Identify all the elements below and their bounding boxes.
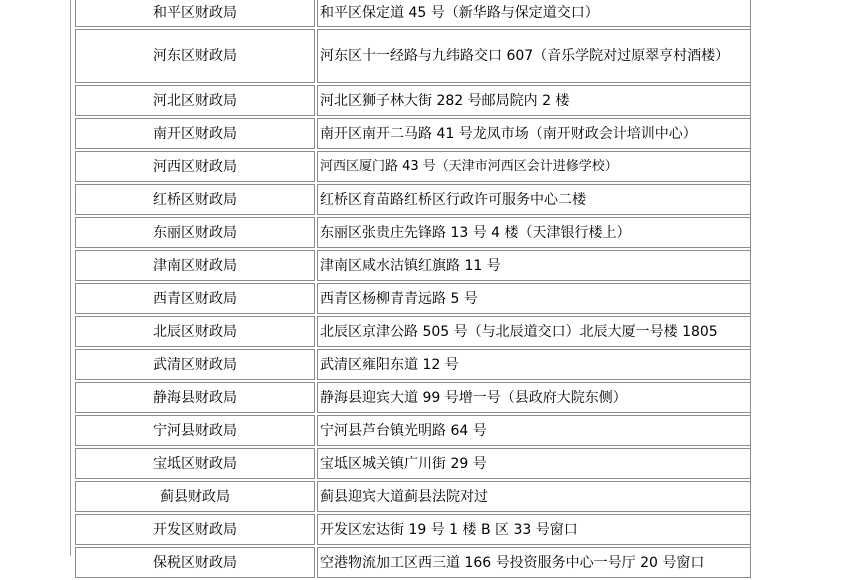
bureau-address-cell: 红桥区育苗路红桥区行政许可服务中心二楼: [317, 184, 751, 215]
bureau-address-cell: 空港物流加工区西三道 166 号投资服务中心一号厅 20 号窗口: [317, 547, 751, 578]
bureau-address-cell: 南开区南开二马路 41 号龙凤市场（南开财政会计培训中心）: [317, 118, 751, 149]
bureau-name-cell: 西青区财政局: [75, 283, 315, 314]
bureau-name-cell: 宝坻区财政局: [75, 448, 315, 479]
bureau-address-cell: 开发区宏达街 19 号 1 楼 B 区 33 号窗口: [317, 514, 751, 545]
bureau-name-cell: 武清区财政局: [75, 349, 315, 380]
bureau-address-cell: 河西区厦门路 43 号（天津市河西区会计进修学校）: [317, 151, 751, 182]
bureau-address-cell: 北辰区京津公路 505 号（与北辰道交口）北辰大厦一号楼 1805: [317, 316, 751, 347]
bureau-address-cell: 河北区狮子林大街 282 号邮局院内 2 楼: [317, 85, 751, 116]
table-row: [75, 349, 751, 380]
finance-bureau-address-table: [73, 0, 753, 580]
bureau-name-cell: 东丽区财政局: [75, 217, 315, 248]
bureau-address-cell: 和平区保定道 45 号（新华路与保定道交口）: [317, 0, 751, 27]
bureau-address-cell: 蓟县迎宾大道蓟县法院对过: [317, 481, 751, 512]
table-row: [75, 448, 751, 479]
bureau-name-cell: 蓟县财政局: [75, 481, 315, 512]
table-row: [75, 0, 751, 27]
bureau-name-cell: 河西区财政局: [75, 151, 315, 182]
bureau-name-cell: 宁河县财政局: [75, 415, 315, 446]
bureau-name-cell: 河东区财政局: [75, 29, 315, 83]
bureau-name-cell: 北辰区财政局: [75, 316, 315, 347]
bureau-name-cell: 和平区财政局: [75, 0, 315, 27]
bureau-name-cell: 南开区财政局: [75, 118, 315, 149]
bureau-address-cell: 津南区咸水沽镇红旗路 11 号: [317, 250, 751, 281]
bureau-address-cell: 武清区雍阳东道 12 号: [317, 349, 751, 380]
bureau-name-cell: 红桥区财政局: [75, 184, 315, 215]
table-row: [75, 382, 751, 413]
table-row: [75, 514, 751, 545]
table-row: [75, 316, 751, 347]
table-row: [75, 481, 751, 512]
bureau-name-cell: 开发区财政局: [75, 514, 315, 545]
bureau-address-cell: 河东区十一经路与九纬路交口 607（音乐学院对过原翠亨村酒楼）: [317, 29, 751, 83]
bureau-name-cell: 保税区财政局: [75, 547, 315, 578]
bureau-address-cell: 东丽区张贵庄先锋路 13 号 4 楼（天津银行楼上）: [317, 217, 751, 248]
bureau-address-cell: 西青区杨柳青青远路 5 号: [317, 283, 751, 314]
bureau-name-cell: 津南区财政局: [75, 250, 315, 281]
table-row: [75, 85, 751, 116]
bureau-address-cell: 宁河县芦台镇光明路 64 号: [317, 415, 751, 446]
bureau-address-cell: 静海县迎宾大道 99 号增一号（县政府大院东侧）: [317, 382, 751, 413]
table-row: [75, 415, 751, 446]
bureau-name-cell: 静海县财政局: [75, 382, 315, 413]
table-row: [75, 118, 751, 149]
table-row: [75, 184, 751, 215]
table-row: [75, 151, 751, 182]
table-row: [75, 283, 751, 314]
table-row: [75, 217, 751, 248]
bureau-name-cell: 河北区财政局: [75, 85, 315, 116]
bureau-address-cell: 宝坻区城关镇广川街 29 号: [317, 448, 751, 479]
table-row: [75, 250, 751, 281]
table-row: [75, 29, 751, 83]
